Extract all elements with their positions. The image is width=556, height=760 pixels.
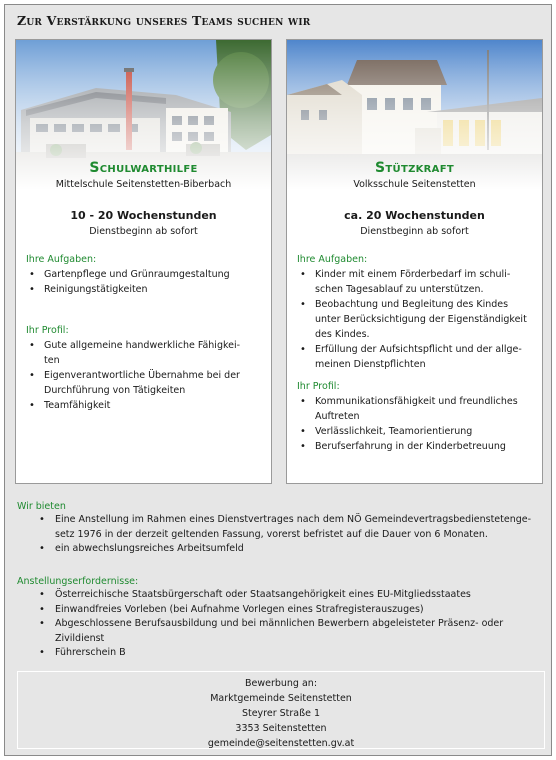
- list-item: • Einwandfreies Vorleben (bei Aufnahme Vorlegen eines Strafregisterauszuges): [17, 603, 537, 618]
- contact-street: Steyrer Straße 1: [241, 708, 321, 719]
- list-item: • Erfüllung der Aufsichtspflicht und der allge- meinen Dienstpflichten: [297, 342, 532, 372]
- list-item: • ein abwechslungsreiches Arbeitsumfeld: [17, 542, 537, 557]
- profile-title: Ihr Profil:: [297, 381, 340, 392]
- tasks-title: Ihre Aufgaben:: [26, 254, 97, 265]
- requirements-title: Anstellungserfordernisse:: [17, 576, 139, 587]
- tasks-section: [26, 254, 261, 297]
- profile-section: [297, 381, 532, 454]
- working-hours: ca. 20 Wochenstunden: [344, 209, 485, 222]
- page-title: Zur Verstärkung unseres Teams suchen wir: [17, 13, 311, 28]
- application-contact: [17, 671, 545, 749]
- list-item: • Reinigungstätigkeiten: [26, 282, 261, 297]
- working-hours: 10 - 20 Wochenstunden: [70, 209, 217, 222]
- contact-organisation: Marktgemeinde Seitenstetten: [210, 693, 352, 704]
- contact-city: 3353 Seitenstetten: [235, 723, 327, 734]
- list-item: • Österreichische Staatsbürgerschaft oder Staatsangehörigkeit eines EU-Mitgliedsstaates: [17, 588, 537, 603]
- list-item: • Berufserfahrung in der Kinderbetreuung: [297, 439, 532, 454]
- list-item: • Kinder mit einem Förderbedarf im schuli- schen Tagesablauf zu unterstützen.: [297, 267, 532, 297]
- profile-title: Ihr Profil:: [26, 325, 69, 336]
- offer-title: Wir bieten: [17, 501, 66, 512]
- tasks-section: [297, 254, 532, 372]
- start-date: Dienstbeginn ab sofort: [360, 226, 469, 237]
- school-name: Mittelschule Seitenstetten-Biberbach: [55, 179, 232, 190]
- list-item: • Teamfähigkeit: [26, 398, 261, 413]
- list-item: • Eigenverantwortliche Übernahme bei der Durchführung von Tätigkeiten: [26, 368, 261, 398]
- contact-email[interactable]: gemeinde@seitenstetten.gv.at: [207, 738, 355, 749]
- requirements-section: [17, 576, 537, 661]
- job-title: Stützkraft: [375, 160, 454, 176]
- profile-section: [26, 325, 261, 413]
- job-posting-page: [4, 4, 552, 756]
- list-item: • Kommunikationsfähigkeit und freundliches Auftreten: [297, 394, 532, 424]
- offer-section: [17, 501, 537, 557]
- contact-heading: Bewerbung an:: [244, 678, 318, 689]
- job-title: Schulwarthilfe: [89, 160, 198, 176]
- tasks-title: Ihre Aufgaben:: [297, 254, 368, 265]
- list-item: • Gute allgemeine handwerkliche Fähigkei- ten: [26, 338, 261, 368]
- list-item: • Abgeschlossene Berufsausbildung und bei männlichen Bewerbern abgeleisteter Präsenz- oder Zivildienst: [17, 617, 537, 646]
- job-card-schulwarthilfe: [15, 39, 272, 484]
- list-item: • Führerschein B: [17, 646, 537, 661]
- job-card-stuetzkraft: [286, 39, 543, 484]
- school-name: Volksschule Seitenstetten: [353, 179, 476, 190]
- list-item: • Gartenpflege und Grünraumgestaltung: [26, 267, 261, 282]
- list-item: • Beobachtung und Begleitung des Kindes unter Berücksichtigung der Eigenständigkeit des Kindes.: [297, 297, 532, 342]
- list-item: • Eine Anstellung im Rahmen eines Dienstvertrages nach dem NÖ Gemeindevertragsbedienstetenge- setz 1976 in der derzeit geltenden Fassung, vorerst befristet auf die Dauer von 6 Monaten.: [17, 513, 537, 542]
- start-date: Dienstbeginn ab sofort: [89, 226, 198, 237]
- list-item: • Verlässlichkeit, Teamorientierung: [297, 424, 532, 439]
